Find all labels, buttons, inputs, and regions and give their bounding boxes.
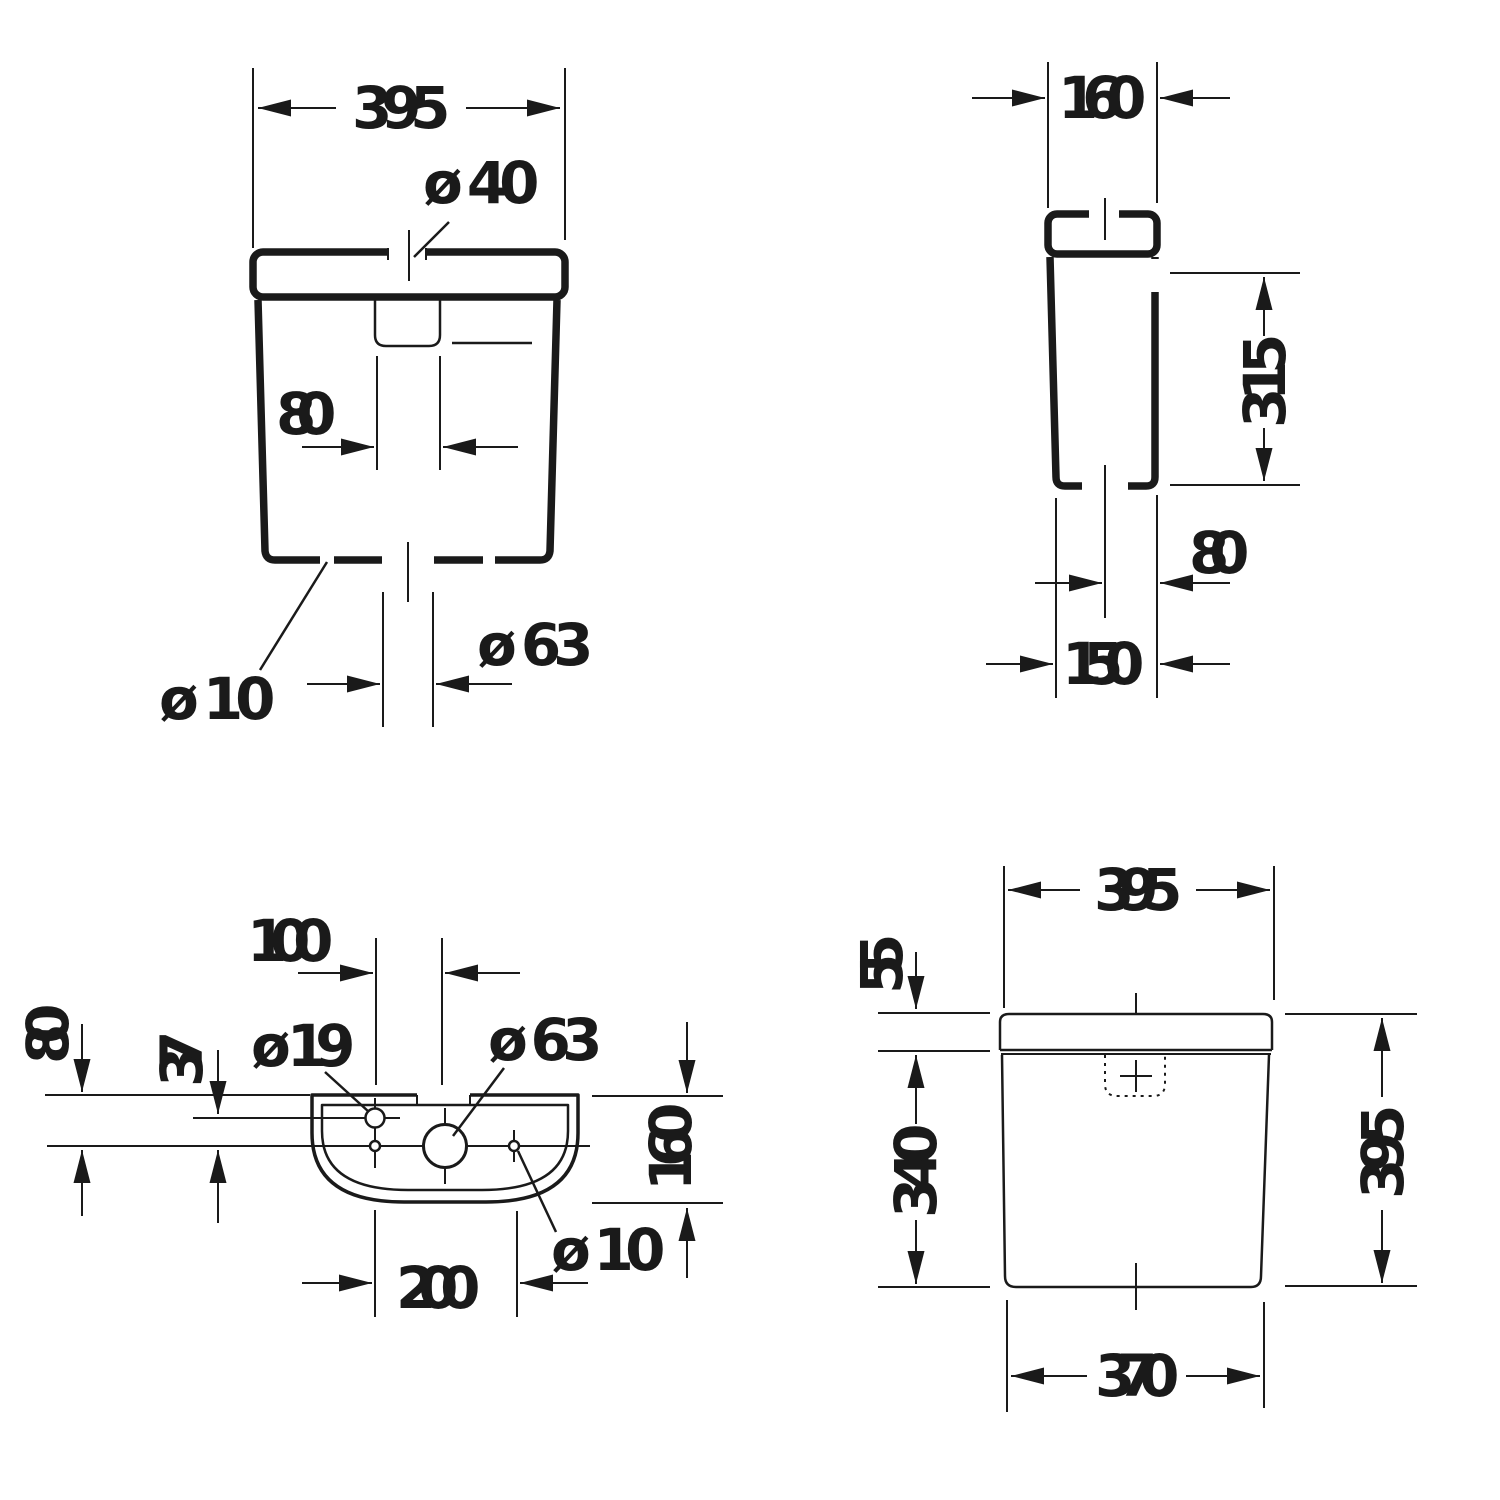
dim-plan-depth: 160	[637, 1105, 705, 1191]
cistern-side-outline	[1048, 198, 1162, 618]
outlet-hole-63	[424, 1125, 467, 1168]
plan-inlet-offset-dimension	[148, 1033, 218, 1223]
dim-rear-width: 395	[1094, 856, 1180, 924]
dim-fixing-dia: ø 10	[159, 665, 273, 733]
rear-view	[848, 856, 1417, 1412]
flush-offset-dimension	[276, 356, 518, 470]
dim-lid-hole: ø 40	[423, 149, 537, 217]
rear-body-height-dimension	[882, 1055, 950, 1284]
lid-rear	[1000, 1014, 1272, 1050]
rear-total-height-dimension	[1285, 1014, 1417, 1286]
dim-plan-fixing-spacing: 200	[396, 1254, 478, 1322]
plan-fixing-spacing-dimension	[302, 1210, 588, 1322]
dim-plan-back-offset: 80	[14, 1006, 82, 1064]
tank-body-side	[1050, 257, 1155, 486]
rear-width-dimension	[1004, 856, 1274, 1008]
dim-side-base-depth: 150	[1062, 630, 1142, 698]
flush-button-recess	[375, 300, 440, 346]
dim-side-height: 315	[1231, 336, 1299, 428]
dim-flush-offset: 80	[276, 380, 334, 448]
plan-inlet-leader	[251, 1012, 369, 1112]
dim-plan-inlet-spacing: 100	[247, 907, 331, 975]
dim-side-outlet-offset: 80	[1189, 519, 1247, 587]
dim-rear-base-width: 370	[1095, 1342, 1177, 1410]
dim-plan-inlet-dia: ø 19	[251, 1012, 353, 1080]
side-base-dimensions	[986, 495, 1247, 698]
rear-base-width-dimension	[1007, 1300, 1264, 1412]
dim-plan-outlet-dia: ø 63	[488, 1006, 600, 1074]
cistern-rear-outline	[1000, 993, 1272, 1310]
side-height-dimension	[1170, 273, 1300, 485]
dim-rear-total-height: 395	[1349, 1107, 1417, 1199]
dim-front-width: 395	[352, 74, 448, 142]
dim-rear-lid-height: 55	[848, 936, 916, 994]
dim-outlet-dia: ø 63	[477, 611, 591, 679]
outlet-dimension	[307, 542, 591, 727]
dim-rear-body-height: 340	[882, 1126, 950, 1218]
fixing-hole-left	[370, 1141, 380, 1151]
lid-hole-leader	[414, 149, 537, 257]
fixing-hole-right	[509, 1141, 519, 1151]
dim-side-depth: 160	[1058, 64, 1144, 132]
side-view	[972, 62, 1300, 698]
plan-back-offset-dimension	[14, 1006, 82, 1216]
plan-view	[14, 907, 723, 1322]
dim-plan-fixing-dia: ø 10	[551, 1216, 663, 1284]
rear-lid-height-dimension	[848, 936, 916, 1009]
dim-plan-inlet-offset: 37	[148, 1033, 216, 1087]
fixing-hole-leader	[159, 562, 327, 733]
side-depth-dimension	[972, 62, 1230, 208]
front-view	[159, 68, 591, 733]
